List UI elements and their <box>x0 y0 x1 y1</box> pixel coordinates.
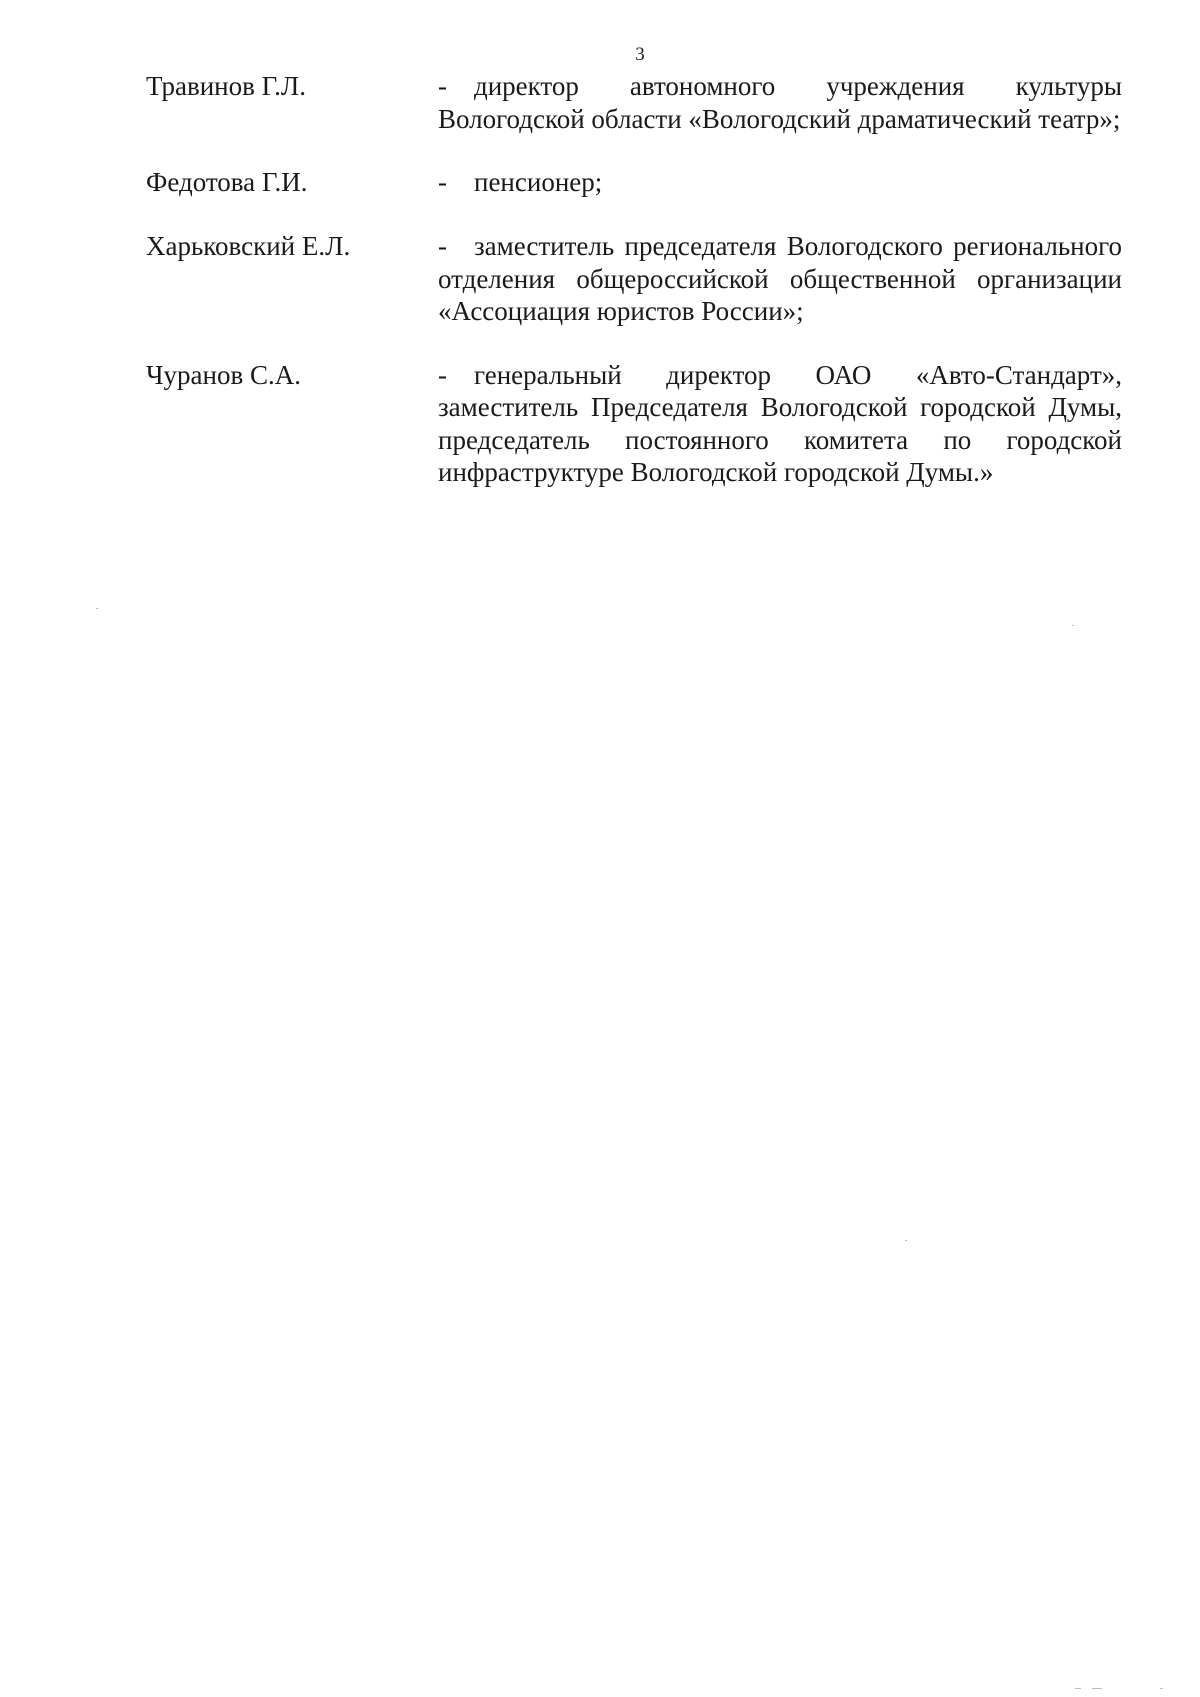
member-description: заместитель председателя Вологодского регионального отделения общероссийской общественной организации «Ассоциация юристов России»; <box>438 231 1122 326</box>
dash-marker: - <box>438 167 447 197</box>
dash-marker: - <box>438 359 447 390</box>
dash-marker: - <box>438 71 447 101</box>
member-name: Харьковский Е.Л. <box>146 231 351 261</box>
page-number: 3 <box>635 44 645 65</box>
member-list <box>146 70 1122 520</box>
member-name: Федотова Г.И. <box>146 167 308 197</box>
member-description: пенсионер; <box>474 167 603 197</box>
member-description-block <box>438 230 1122 328</box>
scan-speck <box>1075 1688 1081 1689</box>
scan-speck <box>1072 625 1074 626</box>
member-description-block <box>438 70 1122 135</box>
member-entry <box>146 230 1122 328</box>
member-entry <box>146 166 1122 199</box>
member-description-block <box>438 359 1122 489</box>
scan-speck <box>1160 1688 1163 1689</box>
member-entry <box>146 70 1122 135</box>
scan-speck <box>1092 1688 1102 1689</box>
member-description: директор автономного учреждения культуры Вологодской области «Вологодский драматический театр»; <box>438 71 1122 134</box>
member-name: Травинов Г.Л. <box>146 71 306 101</box>
member-entry <box>146 359 1122 489</box>
member-description: генеральный директор ОАО «Авто-Стандарт», заместитель Председателя Вологодской городской Думы, председатель постоянного комитета по городской инфраструктуре Вологодской городской Думы.» <box>438 359 1122 487</box>
scan-speck <box>905 1240 907 1241</box>
member-name: Чуранов С.А. <box>146 359 301 390</box>
dash-marker: - <box>438 231 447 261</box>
member-description-block <box>438 166 1122 199</box>
scan-speck <box>96 608 98 609</box>
